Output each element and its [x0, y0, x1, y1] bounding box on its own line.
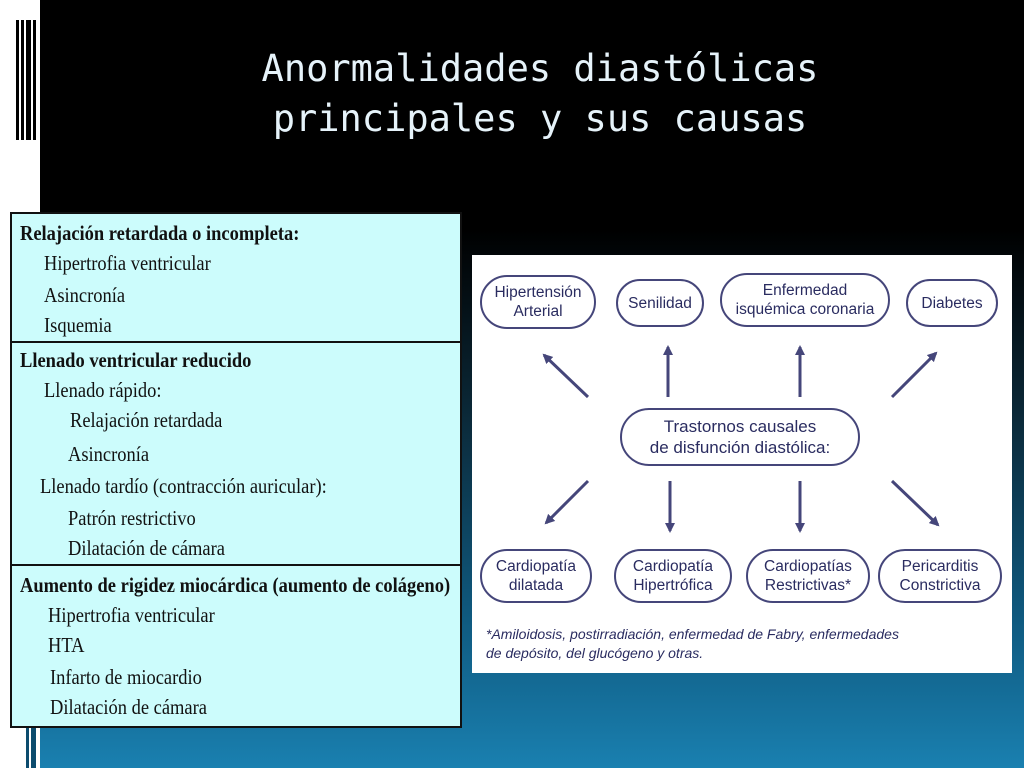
node-senility: Senilidad [616, 279, 704, 327]
node-ischemic-disease: Enfermedad isquémica coronaria [720, 273, 890, 327]
table-section-relaxation [12, 214, 460, 343]
list-item: Isquemia [44, 313, 112, 337]
list-item: Hipertrofia ventricular [48, 603, 215, 627]
list-item: Hipertrofia ventricular [44, 251, 211, 275]
causes-diagram [472, 255, 1012, 673]
arrow-to-dilated [546, 481, 588, 523]
decorative-bars [16, 20, 40, 140]
table-section-filling [12, 343, 460, 566]
list-item: Llenado tardío (contracción auricular): [40, 474, 327, 498]
diagram-footnote: *Amiloidosis, postirradiación, enfermedad de Fabry, enfermedades de depósito, del glucógeno y otras. [486, 626, 899, 661]
list-item: HTA [48, 633, 85, 657]
node-hypertension: Hipertensión Arterial [480, 275, 596, 329]
list-item: Dilatación de cámara [50, 695, 207, 719]
node-diabetes: Diabetes [906, 279, 998, 327]
arrow-to-hypertension [544, 355, 588, 397]
decorative-bars-bottom [26, 724, 38, 768]
node-constrictive-pericarditis: Pericarditis Constrictiva [878, 549, 1002, 603]
arrow-to-pericarditis [892, 481, 938, 525]
list-item: Relajación retardada [70, 408, 223, 432]
section-heading: Llenado ventricular reducido [20, 348, 252, 372]
section-heading: Relajación retardada o incompleta: [20, 221, 300, 245]
abnormalities-table [10, 212, 462, 728]
list-item: Llenado rápido: [44, 378, 162, 402]
list-item: Infarto de miocardio [50, 665, 202, 689]
node-central-disorders: Trastornos causales de disfunción diastólica: [620, 408, 860, 466]
node-restrictive-cardiomyopathy: Cardiopatías Restrictivas* [746, 549, 870, 603]
list-item: Patrón restrictivo [68, 506, 196, 530]
node-dilated-cardiomyopathy: Cardiopatía dilatada [480, 549, 592, 603]
title-line-1: Anormalidades diastólicas [261, 47, 819, 90]
title-line-2: principales y sus causas [272, 97, 808, 140]
slide-title [140, 44, 940, 144]
list-item: Asincronía [44, 283, 126, 307]
list-item: Asincronía [68, 442, 150, 466]
list-item: Dilatación de cámara [68, 536, 225, 560]
arrow-to-diabetes [892, 353, 936, 397]
node-hypertrophic-cardiomyopathy: Cardiopatía Hipertrófica [614, 549, 732, 603]
table-section-stiffness [12, 566, 460, 726]
section-heading: Aumento de rigidez miocárdica (aumento de colágeno) [20, 573, 451, 597]
